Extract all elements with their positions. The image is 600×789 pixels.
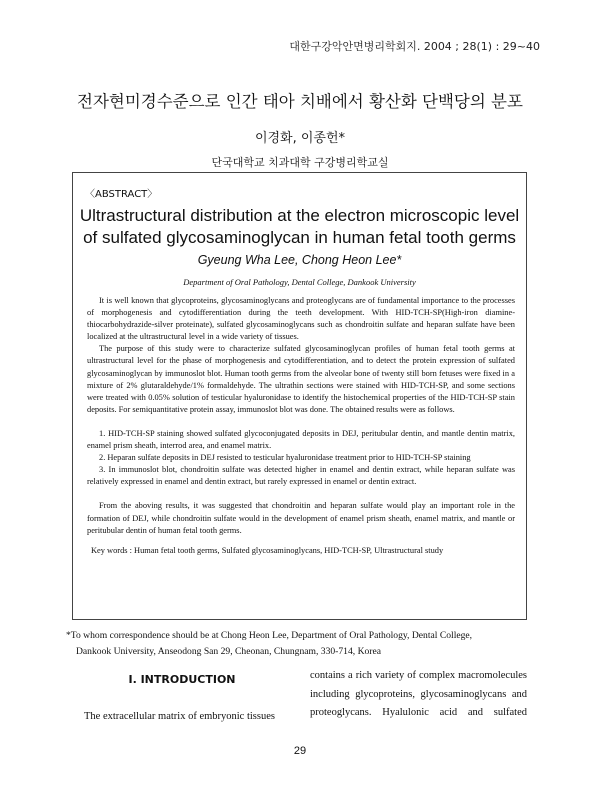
english-title: Ultrastructural distribution at the electron microscopic level of sulfated glycosaminoglycan in human fetal tooth germs xyxy=(79,206,520,247)
journal-reference: 대한구강악안면병리학회지. 2004 ; 28(1) : 29~40 xyxy=(289,40,540,53)
introduction-left-column: The extracellular matrix of embryonic tissues xyxy=(84,711,275,722)
abstract-paragraph: The purpose of this study were to characterize sulfated glycosaminoglycan profiles of human fetal tooth germs at ultrastructural level for the phase of morphogenesis and cytodifferentiation, and to detect the protein expression of sulfated glycosaminoglycan by immunoslot blot. Human tooth germs from the alveolar bone of twenty still born fetuses were fixed in a mixture of 2% glutaraldehyde/1% formaldehyde. The ultrathin sections were stained with HID-TCH-SP, and some sections were treated with 0.05% solution of testicular hyaluronidase to identify the histochemical properties of the HID-TCH-SP stain deposits. For semiquantitative protein assay, immunoslot blot was done. The obtained results were as follows. xyxy=(87,344,515,414)
korean-affiliation: 단국대학교 치과대학 구강병리학교실 xyxy=(211,156,389,169)
korean-authors: 이경화, 이종헌* xyxy=(254,131,346,146)
correspondence-line: Dankook University, Anseodong San 29, Cheonan, Chungnam, 330-714, Korea xyxy=(76,646,382,657)
abstract-box xyxy=(72,172,527,620)
abstract-paragraph: It is well known that glycoproteins, glycosaminoglycans and proteoglycans are of fundamental importance to the processes of morphogenesis and cytodifferentiation during the teeth development. With HID-TCH-SP(High-iron diamine-thiocarbohydrazide-silver proteinate), sulfated glycosaminoglycans such as chondroitin sulfate and heparan sulfate have been localized at the ultrastructural level in a wide variety of tissues. xyxy=(87,296,515,342)
abstract-keywords: Key words : Human fetal tooth germs, Sulfated glycosaminoglycans, HID-TCH-SP, Ultrastructural study xyxy=(91,545,444,555)
correspondence-note xyxy=(66,628,546,660)
abstract-conclusion: From the aboving results, it was suggested that chondroitin and heparan sulfate would play an important role in the formation of DEJ, while chondroitin sulfate would in the development of enamel prism sheath, enamel matrix, and mantle or peritubular dentin of human fetal tooth germs. xyxy=(87,501,515,535)
abstract-result-item: 3. In immunoslot blot, chondroitin sulfate was detected higher in enamel and dentin extract, while heparan sulfate was relatively expressed in enamel and dentin extract, but rarely expressed in enamel or dentin extract. xyxy=(87,465,515,487)
abstract-result-item: 1. HID-TCH-SP staining showed sulfated glycoconjugated deposits in DEJ, peritubular dentin, and mantle dentin matrix, enamel prism sheath, interrod area, and enamel matrix. xyxy=(87,428,515,451)
abstract-body xyxy=(87,295,515,557)
page-number: 29 xyxy=(293,745,307,757)
introduction-heading: I. INTRODUCTION xyxy=(128,673,236,686)
abstract-label: 〈ABSTRACT〉 xyxy=(85,189,158,200)
korean-title: 전자현미경수준으로 인간 태아 치배에서 황산화 단백당의 분포 xyxy=(77,92,523,111)
abstract-result-item: 2. Heparan sulfate deposits in DEJ resisted to testicular hyaluronidase treatment prior to HID-TCH-SP staining xyxy=(99,453,471,463)
english-authors: Gyeung Wha Lee, Chong Heon Lee* xyxy=(197,253,402,267)
introduction-right-column: contains a rich variety of complex macromolecules including glycoproteins, glycosaminoglycans and proteoglycans. Hyalulonic acid and sulfated xyxy=(310,670,527,718)
correspondence-line: *To whom correspondence should be at Chong Heon Lee, Department of Oral Pathology, Dental College, xyxy=(66,630,473,641)
english-affiliation: Department of Oral Pathology, Dental College, Dankook University xyxy=(183,277,416,287)
